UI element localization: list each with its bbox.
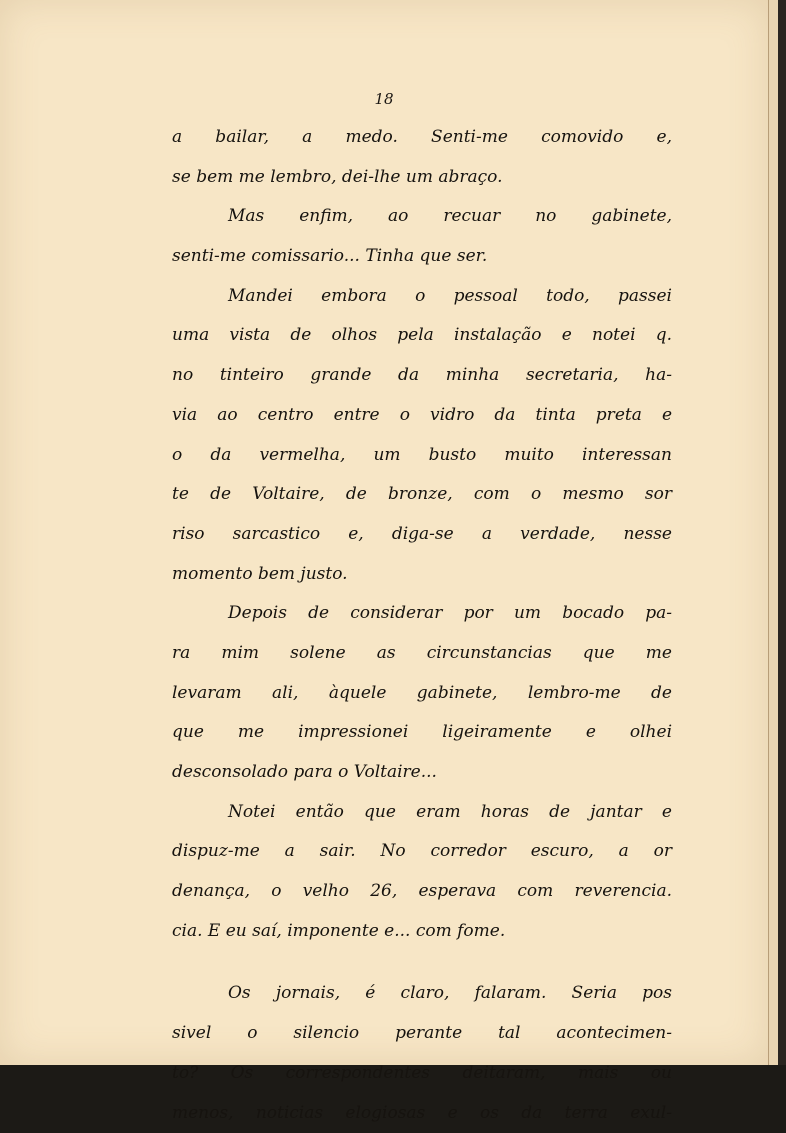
text-line: ra mim solene as circunstancias que me (172, 634, 672, 674)
text-line: riso sarcastico e, diga-se a verdade, nesse (172, 515, 672, 555)
text-line: no tinteiro grande da minha secretaria, ha- (172, 356, 672, 396)
section-gap (172, 951, 672, 974)
handwritten-text-block (172, 118, 672, 1133)
paragraph-start-line: Notei então que eram horas de jantar e (172, 793, 672, 833)
paragraph-start-line: Mandei embora o pessoal todo, passei (172, 277, 672, 317)
text-line: te de Voltaire, de bronze, com o mesmo sor (172, 475, 672, 515)
binding-strip (778, 0, 786, 1065)
text-line: o da vermelha, um busto muito interessan (172, 436, 672, 476)
text-line: uma vista de olhos pela instalação e notei q. (172, 316, 672, 356)
text-line: desconsolado para o Voltaire... (172, 753, 672, 793)
text-line: que me impressionei ligeiramente e olhei (172, 713, 672, 753)
text-line: a bailar, a medo. Senti-me comovido e, (172, 118, 672, 158)
paragraph-start-line: Depois de considerar por um bocado pa- (172, 594, 672, 634)
text-line: to? Os correspondentes deitaram, mais ou (172, 1054, 672, 1094)
text-line: levaram ali, àquele gabinete, lembro-me de (172, 674, 672, 714)
text-line: menos, noticias elogiosas e os da terra exul- (172, 1094, 672, 1133)
paragraph-start-line: Mas enfim, ao recuar no gabinete, (172, 197, 672, 237)
text-line: via ao centro entre o vidro da tinta preta e (172, 396, 672, 436)
text-line: cia. E eu saí, imponente e... com fome. (172, 912, 672, 952)
text-line: denança, o velho 26, esperava com reverencia. (172, 872, 672, 912)
paragraph-start-line: Os jornais, é claro, falaram. Seria pos (172, 974, 672, 1014)
text-line: senti-me comissario... Tinha que ser. (172, 237, 672, 277)
text-line: sivel o silencio perante tal acontecimen- (172, 1014, 672, 1054)
text-line: se bem me lembro, dei-lhe um abraço. (172, 158, 672, 198)
text-line: dispuz-me a sair. No corredor escuro, a or (172, 832, 672, 872)
text-line: momento bem justo. (172, 555, 672, 595)
page-number: 18 (0, 90, 768, 108)
